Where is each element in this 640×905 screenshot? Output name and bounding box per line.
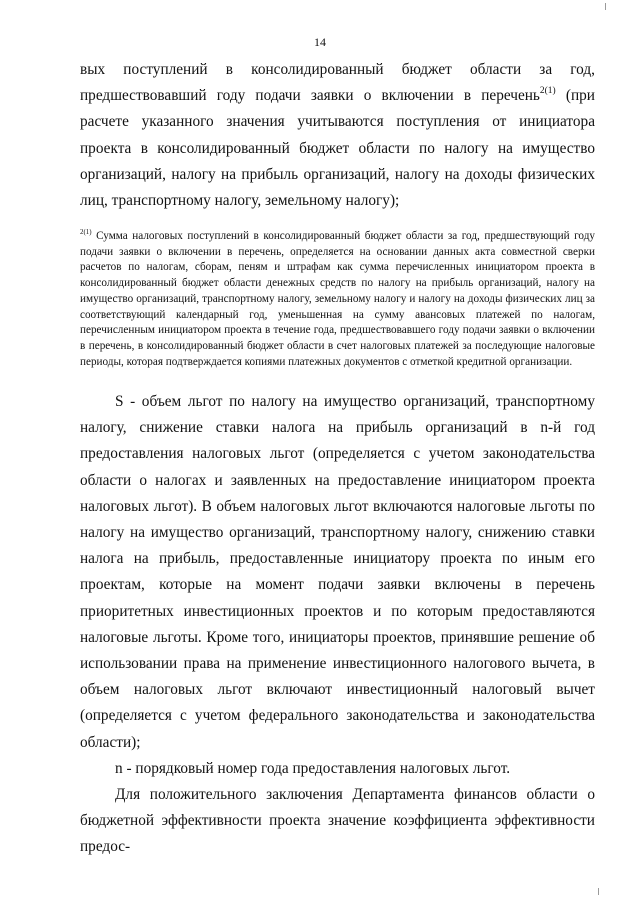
paragraph-text-start: вых поступлений в консолидированный бюджет области за год, предшествовавший году подачи заявки о включении в перечень <box>80 61 595 105</box>
body-text <box>80 389 595 861</box>
paragraph-n-definition: n - порядковый номер года предоставления налоговых льгот. <box>115 759 511 777</box>
paragraph-continuation <box>80 57 595 214</box>
paragraph-text-end: (при расчете указанного значения учитываются поступления от инициатора проекта в консолидированный бюджет области по налогу на имущество организаций, налогу на прибыль организаций, налогу на доходы физических лиц, транспортному налогу, земельному налогу); <box>80 87 595 210</box>
paragraph-s-definition: S - объем льгот по налогу на имущество организаций, транспортному налогу, снижение ставки налога на прибыль организаций в n-й год предоставления налоговых льгот (определяется с учетом законодательства области о налогах и заявленных на предоставление инициатором проекта налоговых льгот). В объем налоговых льгот включаются налоговые льготы по налогу на имущество организаций, транспортному налогу, снижению ставки налога на прибыль, предоставленные инициатору проекта по иным его проектам, которые на момент подачи заявки включены в перечень приоритетных инвестиционных проектов и по которым предоставляются налоговые льготы. Кроме того, инициаторы проектов, принявшие решение об использовании права на применение инвестиционного налогового вычета, в объем налоговых льгот включают инвестиционный налоговый вычет (определяется с учетом федерального законодательства и законодательства области); <box>80 393 595 751</box>
footnote-text: Сумма налоговых поступлений в консолидированный бюджет области за год, предшествующий году подачи заявки о включении в перечень, определяется на основании данных акта совместной сверки расчетов по налогам, сборам, пеням и штрафам как сумма перечисленных инициатором проекта в консолидированный бюджет области денежных средств по налогу на прибыль организаций, налогу на имущество организаций, транспортному налогу, земельному налогу и налогу на доходы физических лиц за соответствующий календарный год, уменьшенная на сумму авансовых платежей по налогам, перечисленным инициатором проекта в течение года, предшествовавшего году подачи заявки о включении в перечень, в консолидированный бюджет области в счет налоговых платежей за последующие налоговые периоды, которая подтверждается копиями платежных документов с отметкой кредитной организации. <box>80 230 595 368</box>
paragraph-text <box>80 57 595 214</box>
scan-mark-top <box>605 3 606 10</box>
scan-mark-bottom <box>598 888 599 895</box>
footnote-reference[interactable]: 2(1) <box>539 86 556 97</box>
paragraph-conclusion: Для положительного заключения Департамента финансов области о бюджетной эффективности проекта значение коэффициента эффективности предос- <box>80 786 595 856</box>
footnote <box>80 229 595 370</box>
page-number: 14 <box>314 35 326 49</box>
footnote-marker: 2(1) <box>80 227 92 236</box>
